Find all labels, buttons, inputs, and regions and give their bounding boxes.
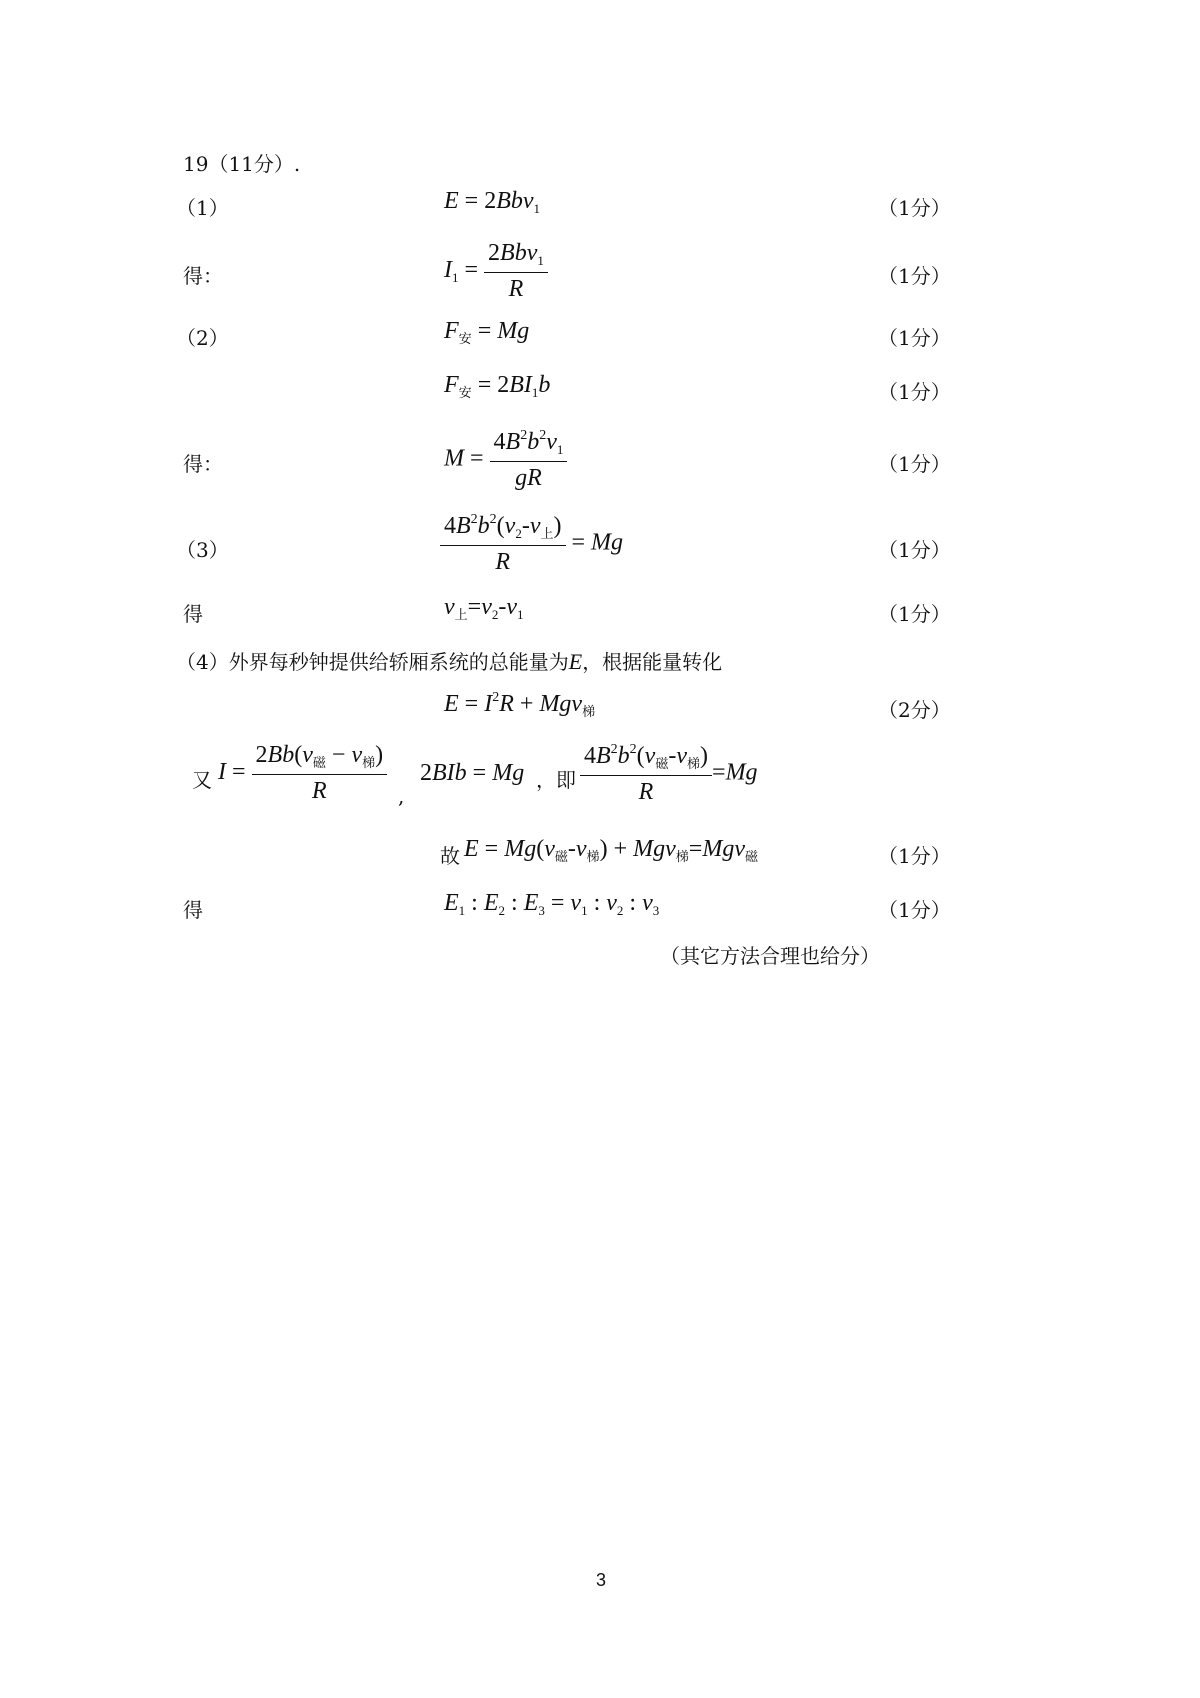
part-1-label: （1）: [176, 196, 229, 220]
eq-emf: E = 2Bbv$_1$: [444, 188, 541, 216]
part-2-label: （2）: [176, 326, 229, 350]
eq-total-energy: $E = Mg(v_磁-v_梯) + Mgv_梯=Mgv_磁$: [464, 836, 758, 865]
result-label-4: 得: [183, 898, 203, 922]
eq-combined: $\frac{4B^2b^2(v_磁-v_梯)}{R}$ =Mg: [580, 742, 758, 806]
gu-label: 故: [440, 844, 460, 868]
sub-ci-2: 磁: [655, 757, 669, 772]
question-title: 19（11分）.: [183, 152, 301, 176]
score-5: （1分）: [878, 452, 951, 476]
score-8: （2分）: [878, 698, 951, 722]
part-4-text: [176, 646, 722, 675]
part-4-tail: ，根据能量转化: [582, 650, 723, 674]
sub-ti: 梯: [582, 705, 596, 720]
score-6: （1分）: [878, 538, 951, 562]
sub-ci: 磁: [312, 756, 326, 771]
sub-ti-3: 梯: [687, 757, 701, 772]
score-2: （1分）: [878, 264, 951, 288]
sub-ci-3: 磁: [554, 850, 568, 865]
page-number: 3: [596, 1570, 607, 1590]
score-1: （1分）: [878, 196, 951, 220]
score-4: （1分）: [878, 380, 951, 404]
eq-force-balance: $F_安 = Mg$: [444, 318, 530, 347]
eq-ratio: $E_1$ : $E_2$ : $E_3 = v_1$ : $v_2$ : $v_3$: [444, 890, 660, 918]
sub-ti-5: 梯: [675, 850, 689, 865]
sub-an-2: 安: [458, 386, 472, 401]
ji-label: 即: [556, 768, 576, 792]
comma-1: ,: [398, 784, 405, 808]
result-label-1: 得：: [183, 264, 223, 288]
you-label: 又: [192, 768, 212, 792]
score-7: （1分）: [878, 602, 951, 626]
sub-ci-4: 磁: [744, 850, 758, 865]
sub-shang-2: 上: [454, 608, 468, 623]
comma-2: ，: [536, 768, 556, 792]
eq-ampere-force: $F_安 = 2BI_1b$: [444, 372, 551, 401]
result-label-2: 得：: [183, 452, 223, 476]
grading-note: （其它方法合理也给分）: [660, 944, 880, 968]
part-3-label: （3）: [176, 538, 229, 562]
eq-energy: $E = I^2R + Mgv_梯$: [444, 690, 596, 720]
eq-force-eq: 2BIb = Mg: [420, 760, 525, 786]
score-9: （1分）: [878, 844, 951, 868]
eq-current: $I_1$ = $\frac{2Bbv_1}{R}$: [444, 240, 548, 303]
eq-mass: M = $\frac{4B^2b^2v_1}{gR}$: [444, 428, 567, 492]
eq-current-relative: I = $\frac{2Bb(v_磁 - v_梯)}{R}$: [218, 742, 387, 805]
sub-ti-2: 梯: [362, 756, 376, 771]
sub-an: 安: [458, 332, 472, 347]
result-label-3: 得: [183, 602, 203, 626]
sub-ti-4: 梯: [586, 850, 600, 865]
part-4-lead: （4）外界每秒钟提供给轿厢系统的总能量为: [176, 650, 569, 674]
sub-shang: 上: [540, 527, 554, 542]
part-4-var: E: [568, 649, 583, 674]
score-3: （1分）: [878, 326, 951, 350]
eq-upward-speed: $v_上=v_2-v_1$: [444, 594, 524, 623]
score-10: （1分）: [878, 898, 951, 922]
eq-upward-balance: $\frac{4B^2b^2(v_2-v_上)}{R}$ = Mg: [440, 512, 623, 576]
